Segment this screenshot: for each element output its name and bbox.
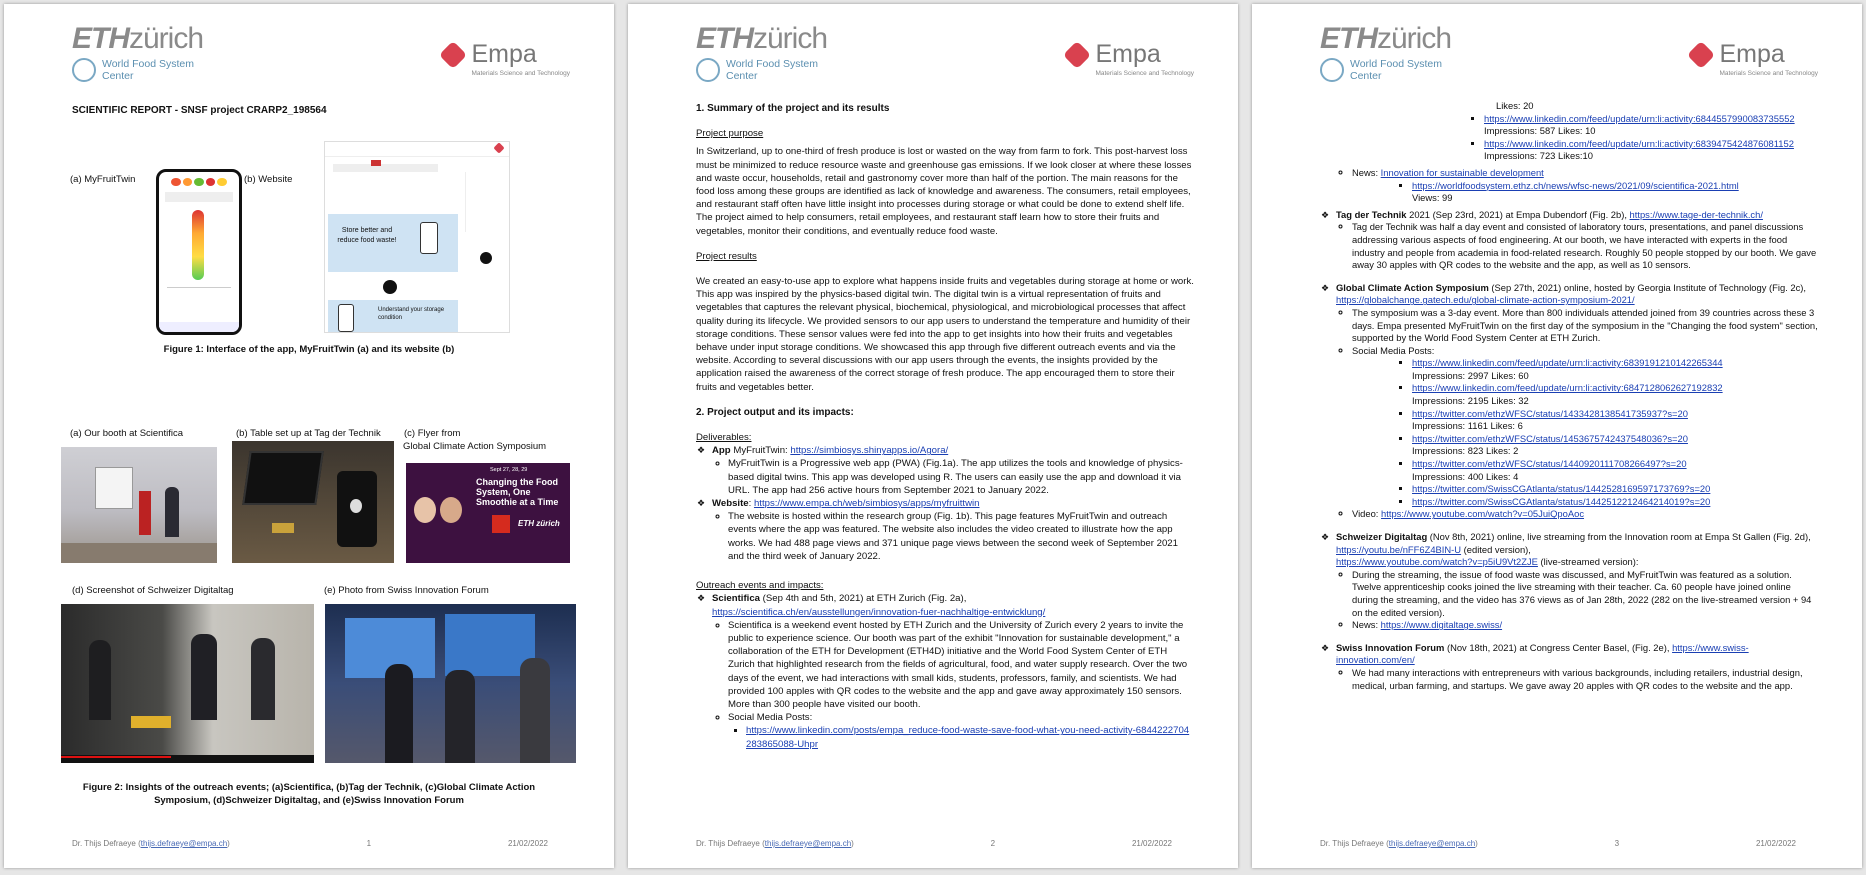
page-3-body <box>1320 100 1818 692</box>
figure-2-caption-line-1: Figure 2: Insights of the outreach events; (a)Scientifica, (b)Tag der Technik, (c)Global Climate Action <box>82 782 536 793</box>
social-post-link[interactable]: https://twitter.com/ethzWFSC/status/1453675742437548036?s=20 <box>1412 432 1688 444</box>
post-stats: Impressions: 2997 Likes: 60 <box>1412 369 1529 381</box>
figure-2-caption-line-2: Symposium, (d)Schweizer Digitaltag, and (e)Swiss Innovation Forum <box>154 795 464 806</box>
page-footer: Dr. Thijs Defraeye (thijs.defraeye@empa.ch) 1 21/02/2022 <box>72 839 548 848</box>
app-link[interactable]: https://simbiosys.shinyapps.io/Agora/ <box>790 445 949 457</box>
social-post-link[interactable]: https://twitter.com/ethzWFSC/status/1433428138541735937?s=20 <box>1412 407 1688 419</box>
purpose-paragraph: In Switzerland, up to one-third of fresh produce is lost or wasted on the way from farm to fork. This post-harvest loss must be minimized to reduce resource waste and greenhouse gas emissions. If we look closer at where these losses and waste occur, households, retail and gastronomy cover more than half of the portion. The main reasons for the food loss among these groups are identified as lack of knowledge and awareness. The consumers, retail employees, and restaurant staff often have little insight into processes during storage or what could be done to extend shelf life. The project aimed to help consumers, retail employees, and restaurant staff learn how to store their fruits and vegetables, monitor their conditions, and eventually reduce food waste. <box>696 146 1192 237</box>
scientifica-post-link[interactable]: https://www.linkedin.com/posts/empa_reduce-food-waste-save-food-what-you-need-activity-6844222704283865088-Uhpr <box>746 725 1190 750</box>
swiss-innovation-forum-photo <box>325 604 576 763</box>
tag-der-technik-link[interactable]: https://www.tage-der-technik.ch/ <box>1629 208 1763 220</box>
swiss-innovation-description: ◦ We had many interactions with entrepreneurs with various backgrounds, including retailers, industrial design, medical, urban farming, and startups. We gave away 20 apples with QR codes to the website and the app. <box>1352 667 1818 692</box>
scientifica-social-posts: ◦ Social Media Posts: ▪ https://www.linkedin.com/posts/empa_reduce-food-waste-save-food-what-you-need-activity-6844222704283865088-Uhpr <box>728 711 1194 751</box>
event-schweizer-digitaltag: ❖ Schweizer Digitaltag (Nov 8th, 2021) online, live streaming from the Innovation room at Empa St Gallen (Fig. 2d), https://youtu.be/nFF6Z4BIN-U (edited version), https://www.youtube.com/watch?v=p5iU9Vt2ZJE (live-streamed version): ◦ During the streaming, the issue of food waste was discussed, and MyFruitTwin was featured as a solution. Twelve apprenticeship cooks joined the live streaming with their teacher. Ca. 60 people have joined online during the streaming, and the video has 376 views as of Jan 28th, 2022 (282 on the live-streamed version + 94 on the edited version). ◦ News: https://www.digitaltage.swiss/ <box>1336 531 1818 632</box>
deliverables-heading: Deliverables: <box>696 432 752 444</box>
fig1a-label: (a) MyFruitTwin <box>70 174 136 185</box>
event-gcas: ❖ Global Climate Action Symposium (Sep 27th, 2021) online, hosted by Georgia Institute of Technology (Fig. 2c), https://globalchange.gatech.edu/global-climate-action-symposium-2021/ ◦ The symposium was a 3-day event. More than 800 individuals attended joined from 39 countries across these 3 days. Empa presented MyFruitTwin on the first day of the symposium in the "Changing the food system" section, supported by the World Food System Center at ETH Zurich. ◦ Social Media Posts: ▪ https://www.linkedin.com/feed/update/urn:li:activity:6839191210142265344 Impressions: 2997 Likes: 60 ▪ https://www.linkedin.com/feed/update/urn:li:activity:6847128062627192832 Impressions: 2195 Likes: 32 ▪ https://twitter.com/ethzWFSC/status/1433428138541735937?s=20 Impressions: 1161 Likes: 6 ▪ https://twitter.com/ethzWFSC/status/1453675742437548036?s=20 Impressions: 823 Likes: 2 ▪ https://twitter.com/ethzWFSC/status/1440920111708266497?s=20 Impressions: 400 Likes: 4 ▪ https://twitter.com/SwissCGAtlanta/status/1442528169597173769?s=20 ▪ https://twitter.com/SwissCGAtlanta/status/1442512212464214019?s=20 ◦ Video: https://www.youtube.com/watch?v=05JuiQpoAoc <box>1336 282 1818 521</box>
tag-der-technik-photo <box>232 441 394 563</box>
social-post-link[interactable]: https://twitter.com/SwissCGAtlanta/status/1442528169597173769?s=20 <box>1412 483 1711 495</box>
swiss-innovation-link[interactable]: https://www.swiss-innovation.com/en/ <box>1336 641 1749 666</box>
eth-logo: ETHzürich World Food System Center <box>1320 22 1452 82</box>
purpose-heading: Project purpose <box>696 128 764 140</box>
website-banner: Store better and reduce food waste! <box>328 214 458 272</box>
schweizer-digitaltag-screenshot <box>61 604 314 763</box>
post-stats: Likes: 20 <box>1496 100 1534 111</box>
deliverable-app: ❖ App MyFruitTwin: https://simbiosys.shinyapps.io/Agora/ ◦ MyFruitTwin is a Progressive web app (PWA) (Fig.1a). The app utilizes the tools and knowledge of physics-based digital twins. This app was developed using R. The users can easily use the app and download it via URL. The app had 256 active hours from September 2021 to January 2022. <box>712 444 1194 497</box>
news-link[interactable]: Innovation for sustainable development <box>1380 166 1544 178</box>
report-page-3 <box>1252 4 1862 868</box>
apple-icon <box>383 280 397 294</box>
empa-logo: Empa Materials Science and Technology <box>1691 40 1818 77</box>
page-footer: Dr. Thijs Defraeye (thijs.defraeye@empa.ch) 3 21/02/2022 <box>1320 839 1796 848</box>
empa-icon <box>1063 40 1091 68</box>
fig2c-label-1: (c) Flyer from <box>404 428 461 439</box>
swiss-flag-icon <box>492 515 510 533</box>
tag-der-technik-description: ◦ Tag der Technik was half a day event and consisted of laboratory tours, presentations, and panel discussions addressing various aspects of food engineering. At our booth, we have interacted with experts in the food industry and people from academia in food-related research. Roughly 50 people stopped by our booth. We gave away 30 apples with QR codes to the website and the app, as well as 10 sensors. <box>1352 221 1818 271</box>
post-stats: Impressions: 587 Likes: 10 <box>1484 125 1596 137</box>
apple-icon <box>350 499 362 513</box>
app-description: ◦ MyFruitTwin is a Progressive web app (PWA) (Fig.1a). The app utilizes the tools and knowledge of physics-based digital twins. This app was developed using R. The users can easily use the app and download it via URL. The app had 256 active hours from September 2021 to January 2022. <box>728 457 1194 497</box>
report-page-2 <box>628 4 1238 868</box>
gcas-social-posts: ◦ Social Media Posts: ▪ https://www.linkedin.com/feed/update/urn:li:activity:6839191210142265344 Impressions: 2997 Likes: 60 ▪ https://www.linkedin.com/feed/update/urn:li:activity:6847128062627192832 Impressions: 2195 Likes: 32 ▪ https://twitter.com/ethzWFSC/status/1433428138541735937?s=20 Impressions: 1161 Likes: 6 ▪ https://twitter.com/ethzWFSC/status/1453675742437548036?s=20 Impressions: 823 Likes: 2 ▪ https://twitter.com/ethzWFSC/status/1440920111708266497?s=20 Impressions: 400 Likes: 4 ▪ https://twitter.com/SwissCGAtlanta/status/1442528169597173769?s=20 ▪ https://twitter.com/SwissCGAtlanta/status/1442512212464214019?s=20 <box>1352 345 1818 509</box>
results-paragraph: We created an easy-to-use app to explore what happens inside fruits and vegetables during storage at home or work. This app was inspired by the physics-based digital twin. The digital twin is a virtual representation of fruits and vegetables that captures the relevant physical, biochemical, physiological, and microbiological processes that affect quality during its lifecycle. We provided sensors to our app users to understand the temperature and humidity of their storage conditions. These sensor values were fed into the app to get insights into how their fruits and vegetables behave under input storage conditions. We showcased this app through five different outreach events and via the website. According to several discussions with our app users through the events, the insights provided by the application raised the awareness of the correct storage of fresh produce. The app encouraged them to store their fruits and vegetables better. <box>696 276 1194 393</box>
digitaltag-news: ◦ News: https://www.digitaltage.swiss/ <box>1352 619 1818 632</box>
empa-icon <box>439 40 467 68</box>
social-post-link[interactable]: https://www.linkedin.com/feed/update/urn:li:activity:6847128062627192832 <box>1412 382 1723 394</box>
scientifica-news: ◦ News: Innovation for sustainable development ▪ https://worldfoodsystem.ethz.ch/news/wfsc-news/2021/09/scientifica-2021.html Views: 99 <box>1352 167 1818 205</box>
author-email-link[interactable]: thijs.defraeye@empa.ch <box>140 839 228 848</box>
page-footer: Dr. Thijs Defraeye (thijs.defraeye@empa.ch) 2 21/02/2022 <box>696 839 1172 848</box>
website-screenshot: Store better and reduce food waste! Understand your storage condition <box>324 141 510 333</box>
post-stats: Impressions: 823 Likes: 2 <box>1412 445 1519 457</box>
section-heading-output: 2. Project output and its impacts: <box>696 406 854 418</box>
post-stats: Impressions: 400 Likes: 4 <box>1412 470 1519 482</box>
event-tag-der-technik: ❖ Tag der Technik 2021 (Sep 23rd, 2021) at Empa Dubendorf (Fig. 2b), https://www.tage-der-technik.ch/ ◦ Tag der Technik was half a day event and consisted of laboratory tours, presentations, and panel discussions addressing various aspects of food engineering. At our booth, we have interacted with experts in the food industry and people from academia in food-related research. Roughly 50 people stopped by our booth. We gave away 30 apples with QR codes to the website and the app, as well as 10 sensors. <box>1336 209 1818 272</box>
post-stats: Impressions: 723 Likes:10 <box>1484 150 1593 162</box>
post-stats: Impressions: 1161 Likes: 6 <box>1412 420 1523 432</box>
outreach-heading: Outreach events and impacts: <box>696 580 824 592</box>
video-link[interactable]: https://www.youtube.com/watch?v=05JuiQpoAoc <box>1381 508 1585 520</box>
website-description: ◦ The website is hosted within the research group (Fig. 1b). This page features MyFruitTwin and outreach events where the app was featured. The website also includes the video created to illustrate how the app works. We had 488 page views and 371 unique page views between the second week of September 2021 and the third week of January 2022. <box>728 510 1194 563</box>
eth-logo: ETHzürich World Food System Center <box>72 22 204 82</box>
results-heading: Project results <box>696 250 757 262</box>
empa-logo: Empa Materials Science and Technology <box>443 40 570 77</box>
scientifica-booth-photo <box>61 447 217 563</box>
report-page-1 <box>4 4 614 868</box>
event-swiss-innovation-forum: ❖ Swiss Innovation Forum (Nov 18th, 2021) at Congress Center Basel, (Fig. 2e), https://www.swiss-innovation.com/en/ ◦ We had many interactions with entrepreneurs with various backgrounds, including retailers, industrial design, medical, urban farming, and startups. We gave away 20 apples with QR codes to the website and the app. <box>1336 642 1818 692</box>
gcas-description: ◦ The symposium was a 3-day event. More than 800 individuals attended joined from 39 countries across these 3 days. Empa presented MyFruitTwin on the first day of the symposium in the "Changing the food system" section, supported by the World Food System Center at ETH Zurich. <box>1352 307 1818 345</box>
fig2b-label: (b) Table set up at Tag der Technik <box>236 428 381 439</box>
social-post-link[interactable]: https://twitter.com/ethzWFSC/status/1440920111708266497?s=20 <box>1412 458 1687 470</box>
fig2c-label-2: Global Climate Action Symposium <box>403 441 547 452</box>
scientifica-link[interactable]: https://scientifica.ch/en/ausstellungen/innovation-fuer-nachhaltige-entwicklung/ <box>712 606 1046 618</box>
app-phone-screenshot <box>156 169 242 335</box>
event-scientifica: ❖ Scientifica (Sep 4th and 5th, 2021) at ETH Zurich (Fig. 2a), https://scientifica.ch/en/ausstellungen/innovation-fuer-nachhaltige-entwicklung/ ◦ Scientifica is a weekend event hosted by ETH Zurich and the University of Zurich every 2 years to invite the public to experience science. Our booth was part of the exhibit "Innovation for sustainable development," a collaboration of the ETH for Development (ETH4D) initiative and the World Food System Center of ETH Zurich that highlighted research from the fields of agricultural, food, and water supply research. Over the two days of the event, we had interactions with small kids, students, professors, family, and scientists. We had provided 100 apples with QR codes to the website and the app and gave away approximately 150 sensors. More than 300 people have visited our booth. ◦ Social Media Posts: ▪ https://www.linkedin.com/posts/empa_reduce-food-waste-save-food-what-you-need-activity-6844222704283865088-Uhpr <box>712 592 1194 750</box>
empa-logo: Empa Materials Science and Technology <box>1067 40 1194 77</box>
eth-logo: ETHzürich World Food System Center <box>696 22 828 82</box>
post-stats: Impressions: 2195 Likes: 32 <box>1412 395 1529 407</box>
gcas-flyer: Sept 27, 28, 29 Changing the Food System, One Smoothie at a Time ETH zürich <box>406 463 570 563</box>
linkedin-post-link[interactable]: https://www.linkedin.com/feed/update/urn:li:activity:6839475424876081152 <box>1484 137 1794 149</box>
digitaltag-description: ◦ During the streaming, the issue of food waste was discussed, and MyFruitTwin was featured as a solution. Twelve apprenticeship cooks joined the live streaming with their teacher. Ca. 60 people have joined online during the streaming, and the video has 376 views as of Jan 28th, 2022 (282 on the live-streamed version + 94 on the edited version). <box>1352 569 1818 619</box>
wfsc-icon <box>72 58 96 82</box>
apple-icon <box>480 252 492 264</box>
digitaltag-video-link[interactable]: https://youtu.be/nFF6Z4BIN-U <box>1336 543 1462 555</box>
wfsc-icon <box>696 58 720 82</box>
linkedin-post-link[interactable]: https://www.linkedin.com/feed/update/urn:li:activity:6844557990083735552 <box>1484 112 1795 124</box>
fig2a-label: (a) Our booth at Scientifica <box>70 428 183 439</box>
news-views: Views: 99 <box>1412 192 1453 204</box>
social-post-link[interactable]: https://www.linkedin.com/feed/update/urn:li:activity:6839191210142265344 <box>1412 357 1723 369</box>
wfsc-icon <box>1320 58 1344 82</box>
scientifica-description: ◦ Scientifica is a weekend event hosted by ETH Zurich and the University of Zurich every 2 years to invite the public to experience science. Our booth was part of the exhibit "Innovation for sustainable development," a collaboration of the ETH for Development (ETH4D) initiative and the World Food System Center of ETH Zurich that highlighted research from the fields of agricultural, food, and water supply research. Over the two days of the event, we had interactions with small kids, students, professors, family, and scientists. We had provided 100 apples with QR codes to the website and the app and gave away approximately 150 sensors. More than 300 people have visited our booth. <box>728 619 1194 711</box>
gcas-video: ◦ Video: https://www.youtube.com/watch?v=05JuiQpoAoc <box>1352 508 1818 521</box>
news-url-link[interactable]: https://worldfoodsystem.ethz.ch/news/wfsc-news/2021/09/scientifica-2021.html <box>1412 179 1739 191</box>
digitaltag-news-link[interactable]: https://www.digitaltage.swiss/ <box>1380 619 1503 631</box>
page-2-body <box>696 102 1194 751</box>
author-email-link[interactable]: thijs.defraeye@empa.ch <box>1388 839 1476 848</box>
deliverable-website: ❖ Website: https://www.empa.ch/web/simbiosys/apps/myfruittwin ◦ The website is hosted within the research group (Fig. 1b). This page features MyFruitTwin and outreach events where the app was featured. The website also includes the video created to illustrate how the app works. We had 488 page views and 371 unique page views between the second week of September 2021 and the third week of January 2022. <box>712 497 1194 563</box>
author-email-link[interactable]: thijs.defraeye@empa.ch <box>764 839 852 848</box>
social-post-link[interactable]: https://twitter.com/SwissCGAtlanta/status/1442512212464214019?s=20 <box>1412 495 1711 507</box>
report-title: SCIENTIFIC REPORT - SNSF project CRARP2_198564 <box>72 105 327 116</box>
website-link[interactable]: https://www.empa.ch/web/simbiosys/apps/myfruittwin <box>753 498 980 510</box>
figure-1-caption: Figure 1: Interface of the app, MyFruitTwin (a) and its website (b) <box>163 344 455 355</box>
fig1b-label: (b) Website <box>244 174 293 185</box>
fig2e-label: (e) Photo from Swiss Innovation Forum <box>324 585 489 596</box>
empa-icon <box>1687 40 1715 68</box>
section-heading-summary: 1. Summary of the project and its results <box>696 103 890 114</box>
digitaltag-stream-link[interactable]: https://www.youtube.com/watch?v=p5iU9Vt2ZJE <box>1336 556 1538 568</box>
fig2d-label: (d) Screenshot of Schweizer Digitaltag <box>72 585 234 596</box>
gcas-link[interactable]: https://globalchange.gatech.edu/global-climate-action-symposium-2021/ <box>1336 294 1635 306</box>
